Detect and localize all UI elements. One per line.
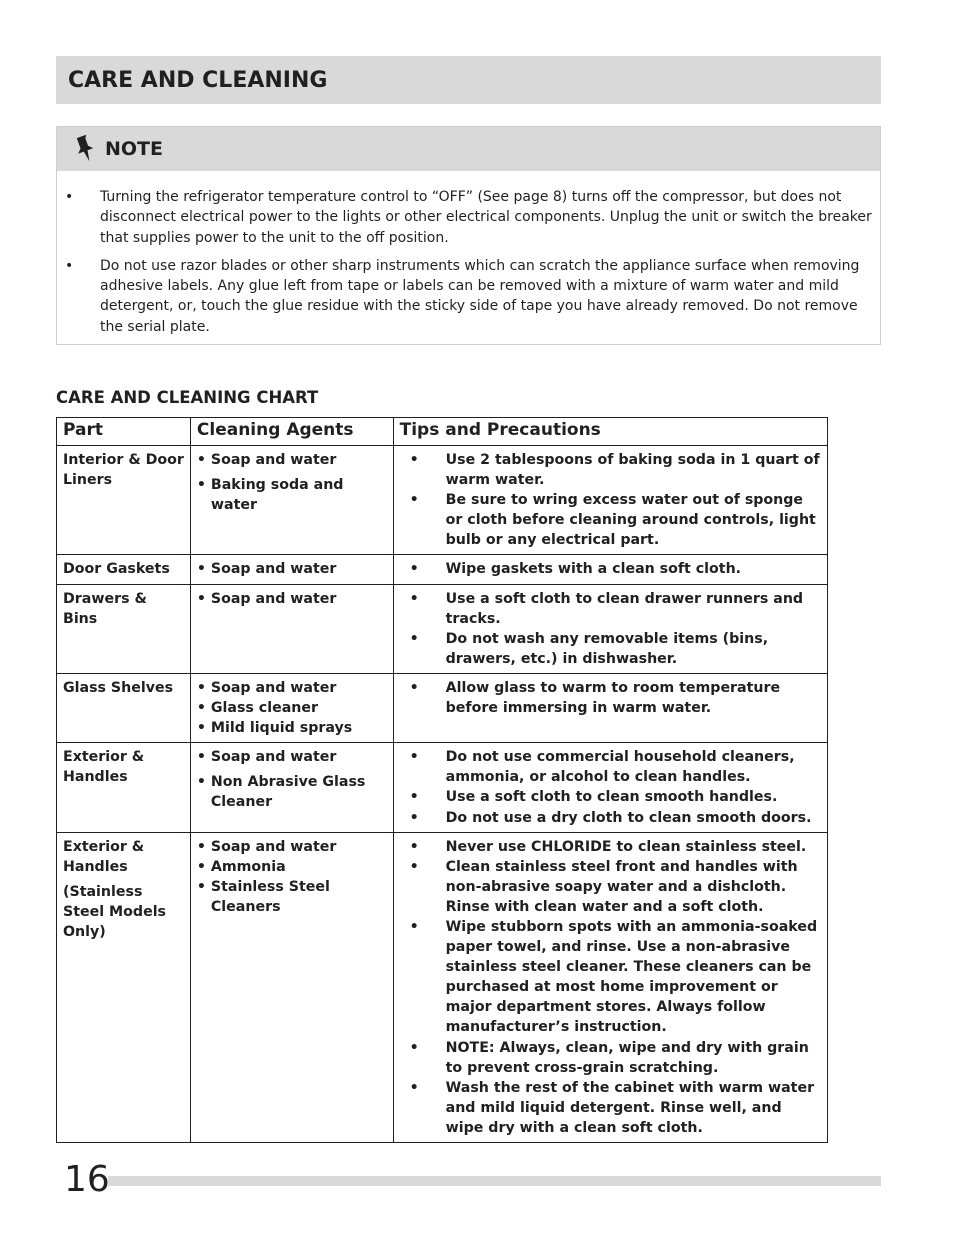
note-label: NOTE (105, 138, 163, 160)
agent-item: • Soap and water (197, 678, 387, 698)
part-line: Interior & Door Liners (63, 452, 184, 489)
table-row (57, 673, 828, 742)
table-row (57, 555, 828, 584)
tip-item: • Do not use a dry cloth to clean smooth doors. (400, 808, 821, 828)
agent-text: Soap and water (210, 590, 337, 607)
tip-item: • Wash the rest of the cabinet with warm water and mild liquid detergent. Rinse well, and wipe dry with a clean soft cloth. (400, 1078, 821, 1138)
part-cell (57, 446, 191, 555)
tip-text: Wipe stubborn spots with an ammonia-soaked paper towel, and rinse. Use a non-abrasive stainless steel cleaner. These cleaners can be purchased at most home improvement or major department stores. Always follow manufacturer’s instruction. (445, 918, 818, 1036)
agent-text: Glass cleaner (210, 700, 318, 717)
agent-item: • Non Abrasive Glass Cleaner (197, 772, 387, 812)
agent-item: • Ammonia (197, 857, 387, 877)
header-part: Part (57, 418, 191, 446)
tip-item: • Never use CHLORIDE to clean stainless steel. (400, 837, 821, 857)
tips-cell (393, 446, 827, 555)
agent-text: Soap and water (210, 561, 337, 578)
header-tips: Tips and Precautions (393, 418, 827, 446)
agent-item: • Soap and water (197, 747, 387, 767)
tip-item: • Allow glass to warm to room temperature before immersing in warm water. (400, 678, 821, 718)
agent-text: Soap and water (210, 749, 337, 766)
table-row (57, 832, 828, 1142)
tip-item: • NOTE: Always, clean, wipe and dry with grain to prevent cross-grain scratching. (400, 1038, 821, 1078)
tips-cell (393, 673, 827, 742)
tip-text: Allow glass to warm to room temperature before immersing in warm water. (445, 679, 781, 717)
part-cell (57, 555, 191, 584)
agents-cell (190, 743, 393, 832)
part-line: Drawers & Bins (63, 590, 147, 627)
chart-title: CARE AND CLEANING CHART (56, 388, 319, 407)
tip-text: Do not use a dry cloth to clean smooth doors. (445, 809, 812, 826)
tips-cell (393, 743, 827, 832)
table-header-row (57, 418, 828, 446)
part-line: Glass Shelves (63, 679, 174, 696)
agents-cell (190, 555, 393, 584)
note-item (65, 187, 872, 248)
agent-item: • Soap and water (197, 450, 387, 470)
agent-text: Stainless Steel Cleaners (210, 878, 330, 915)
tip-item: • Use 2 tablespoons of baking soda in 1 quart of warm water. (400, 450, 821, 490)
agent-item: • Soap and water (197, 837, 387, 857)
bullet: • (65, 189, 74, 205)
note-body (57, 171, 880, 337)
page-number: 16 (64, 1159, 110, 1200)
section-title: CARE AND CLEANING (68, 67, 328, 93)
section-header (56, 56, 881, 104)
pushpin-icon (71, 134, 99, 164)
part-line: Exterior & Handles (63, 749, 145, 786)
footer-bar (108, 1176, 881, 1186)
tip-item: • Do not use commercial household cleaners, ammonia, or alcohol to clean handles. (400, 747, 821, 787)
tip-item: • Be sure to wring excess water out of sponge or cloth before cleaning around controls, light bulb or any electrical part. (400, 490, 821, 550)
tip-item: • Use a soft cloth to clean drawer runners and tracks. (400, 589, 821, 629)
tip-item: • Do not wash any removable items (bins, drawers, etc.) in dishwasher. (400, 629, 821, 669)
part-line: Exterior & Handles (63, 838, 145, 875)
part-cell (57, 584, 191, 673)
table-row (57, 743, 828, 832)
tip-item: • Use a soft cloth to clean smooth handles. (400, 787, 821, 807)
bullet: • (65, 257, 74, 274)
tip-text: Do not wash any removable items (bins, drawers, etc.) in dishwasher. (445, 630, 769, 667)
agent-item: • Glass cleaner (197, 698, 387, 718)
tip-text: Wash the rest of the cabinet with warm water and mild liquid detergent. Rinse well, and wipe dry with a clean soft cloth. (445, 1079, 815, 1136)
tip-item: • Wipe stubborn spots with an ammonia-soaked paper towel, and rinse. Use a non-abrasive stainless steel cleaner. These cleaners can be purchased at most home improvement or major department stores. Always follow manufacturer’s instruction. (400, 917, 821, 1038)
agents-cell (190, 673, 393, 742)
tip-text: Do not use commercial household cleaners, ammonia, or alcohol to clean handles. (445, 749, 795, 786)
note-item (65, 256, 872, 337)
tip-text: Use a soft cloth to clean smooth handles. (445, 789, 778, 806)
note-header (57, 127, 880, 171)
agent-text: Soap and water (210, 679, 337, 696)
agent-item: • Baking soda and water (197, 475, 387, 515)
agent-text: Baking soda and water (210, 477, 344, 514)
tip-text: Be sure to wring excess water out of sponge or cloth before cleaning around controls, light bulb or any electrical part. (445, 492, 816, 549)
header-cleaning-agents: Cleaning Agents (190, 418, 393, 446)
part-cell (57, 832, 191, 1142)
part-line: (Stainless Steel Models Only) (63, 883, 166, 940)
agent-text: Soap and water (210, 452, 337, 468)
tip-text: Use a soft cloth to clean drawer runners and tracks. (445, 590, 804, 627)
part-cell (57, 743, 191, 832)
tips-cell (393, 555, 827, 584)
agent-item: • Stainless Steel Cleaners (197, 877, 387, 917)
tips-cell (393, 832, 827, 1142)
tip-text: Clean stainless steel front and handles with non-abrasive soapy water and a dishcloth. Rinse with clean water and a soft cloth. (445, 858, 798, 915)
table-row (57, 584, 828, 673)
agent-item: • Soap and water (197, 559, 387, 579)
note-text: Turning the refrigerator temperature control to “OFF” (See page 8) turns off the compressor, but does not disconnect electrical power to the lights or other electrical components. Unplug the unit or switch the breaker that supplies power to the unit to the off position. (100, 189, 872, 246)
tip-item: • Wipe gaskets with a clean soft cloth. (400, 559, 821, 579)
agents-cell (190, 832, 393, 1142)
care-chart-table (56, 417, 828, 1143)
agent-item: • Soap and water (197, 589, 387, 609)
part-cell (57, 673, 191, 742)
tip-text: Use 2 tablespoons of baking soda in 1 quart of warm water. (445, 452, 820, 489)
tip-text: Never use CHLORIDE to clean stainless steel. (445, 838, 807, 855)
note-text: Do not use razor blades or other sharp instruments which can scratch the appliance surface when removing adhesive labels. Any glue left from tape or labels can be removed with a mixture of warm water and mild detergent, or, touch the glue residue with the sticky side of tape you have already removed. Do not remove the serial plate. (100, 257, 860, 335)
tip-item: • Clean stainless steel front and handles with non-abrasive soapy water and a dishcloth. Rinse with clean water and a soft cloth. (400, 857, 821, 917)
part-line: Door Gaskets (63, 561, 170, 578)
agent-item: • Mild liquid sprays (197, 718, 387, 738)
table-row (57, 446, 828, 555)
agents-cell (190, 584, 393, 673)
tips-cell (393, 584, 827, 673)
agent-text: Soap and water (210, 838, 337, 855)
agent-text: Mild liquid sprays (210, 720, 353, 737)
agents-cell (190, 446, 393, 555)
agent-text: Ammonia (210, 858, 286, 875)
note-box (56, 126, 881, 345)
tip-text: Wipe gaskets with a clean soft cloth. (445, 561, 742, 578)
agent-text: Non Abrasive Glass Cleaner (210, 774, 366, 811)
tip-text: NOTE: Always, clean, wipe and dry with grain to prevent cross-grain scratching. (445, 1039, 809, 1076)
